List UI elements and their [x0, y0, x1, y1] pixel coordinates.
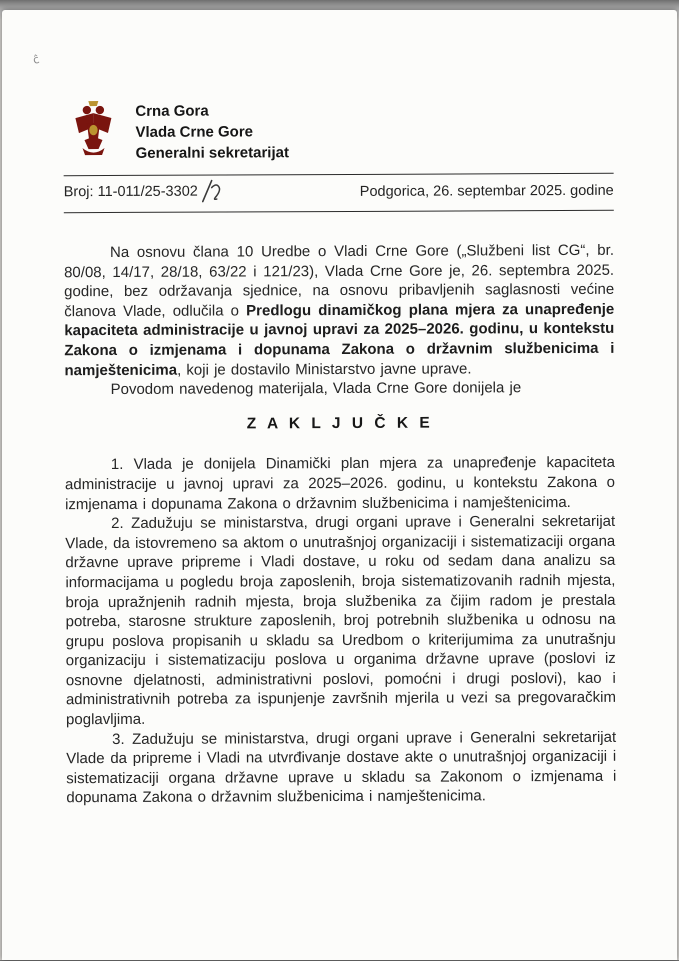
intro-text-start: Na osnovu člana 10 Uredbe o Vladi Crne Gore („Službeni list CG“, br. 80/08, 14/17, 28/18, 63/22 i 121/23), Vlada Crne Gore je, 26. septembra 2025. godine, bez održavanja sjednice, na osnovu pribavljenih saglasnosti većine članova Vlade, odlučila o	[64, 241, 615, 320]
letterhead-text	[135, 98, 289, 164]
document-page	[2, 10, 677, 960]
document-body	[64, 241, 616, 808]
lead-in-paragraph: Povodom navedenog materijala, Vlada Crne Gore donijela je	[110, 379, 522, 399]
reference-row	[64, 174, 614, 212]
conclusion-item-2: 2. Zadužuju se ministarstva, drugi organi uprave i Generalni sekretarijat Vlade, da istovremeno sa aktom o unutrašnjoj organizaciji i sistematizaciji organa državne uprave pripreme i Vladi dostave, u roku od sedam dana analizu sa informacijama u pogledu broja zaposlenih, broja sistematizovanih radnih mjesta, broja upražnjenih radnih mjesta, broja službenika za čijim radom je prestala potreba, starosne strukture zaposlenih, broj potrebnih službenika u odnosu na grupu poslova propisanih u skladu sa Uredbom o kriterijumima za unutrašnju organizaciju i sistematizaciju poslova u organima državne uprave (poslovi iz osnovne djelatnosti, administrativni poslovi, pomoćni i drugi poslovi), kao i administrativnih potreba za ispunjenje završnih mjerila u vezi sa pregovaračkim poglavljima.	[65, 512, 616, 729]
conclusion-item-3: 3. Zadužuju se ministarstva, drugi organi uprave i Generalni sekretarijat Vlade da pripreme i Vladi na utvrđivanje dostave akte o unutrašnjoj organizaciji i sistematizaciji organa državne uprave u skladu sa Zakonom o izmjenama i dopunama Zakona o državnim službenicima i namještenicima.	[66, 728, 617, 807]
coat-of-arms-icon	[73, 99, 113, 157]
intro-text-bold: Predlogu dinamičkog plana mjera za unapređenje kapaciteta administracije u javnoj upravi za 2025–2026. godinu, u kontekstu Zakona o izmjenama i dopunama Zakona o državnim službenicima i namještenicima	[64, 300, 615, 379]
reference-number-group	[64, 184, 222, 207]
intro-paragraph	[64, 241, 615, 381]
intro-text-end: , koji je dostavilo Ministarstvo javne uprave.	[177, 359, 472, 379]
pencil-mark: ĉ	[31, 52, 41, 67]
page-content	[31, 9, 617, 961]
document-number: Broj: 11-011/25-3302	[63, 183, 198, 201]
handwritten-mark-icon	[200, 178, 222, 206]
conclusions-heading: Z A K L J U Č K E	[246, 414, 433, 433]
place-date: Podgorica, 26. septembar 2025. godine	[359, 182, 614, 200]
conclusion-item-1: 1. Vlada je donijela Dinamički plan mjera za unapređenje kapaciteta administracije u javnoj upravi za 2025–2026. godinu, u kontekstu Zakona o izmjenama i dopunama Zakona o državnim službenicima i namještenicima.	[64, 454, 616, 513]
letterhead-department: Generalni sekretarijat	[135, 144, 290, 162]
letterhead-country: Crna Gora	[135, 102, 209, 120]
letterhead-institution: Vlada Crne Gore	[135, 123, 254, 141]
letterhead	[63, 97, 613, 164]
